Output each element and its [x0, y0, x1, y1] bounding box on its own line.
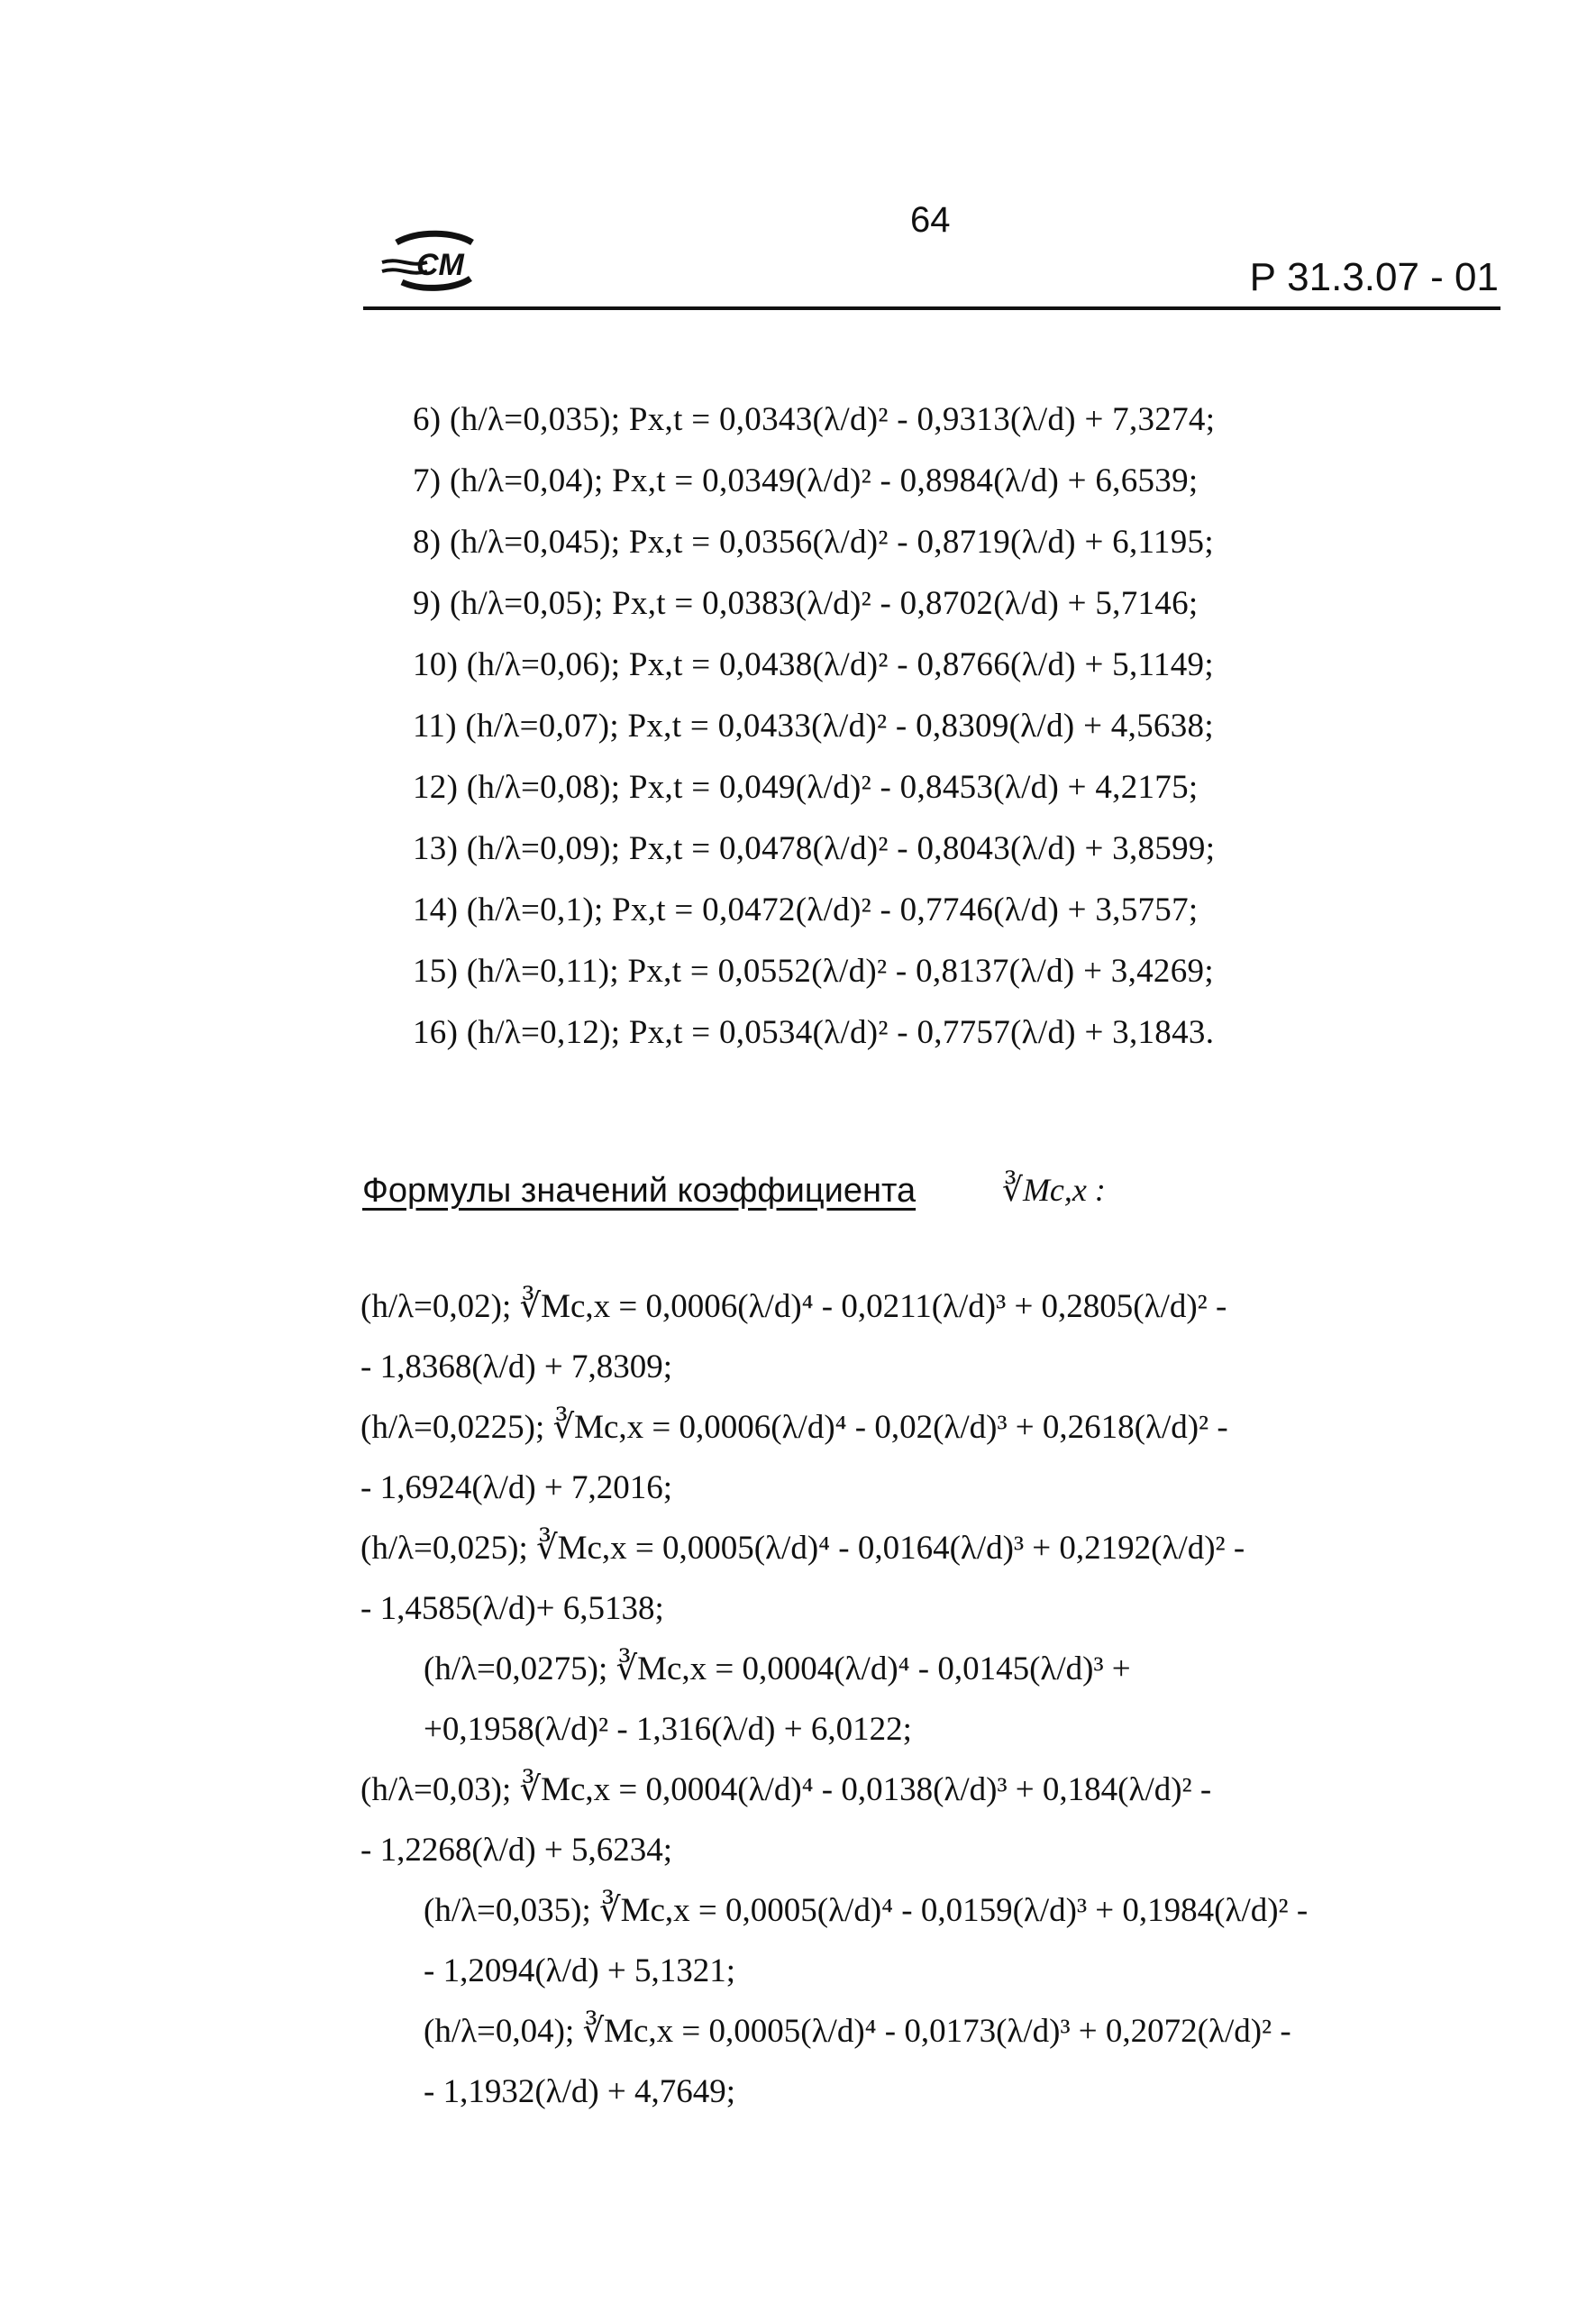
m-formula-line: - 1,6924(λ/d) + 7,2016;: [360, 1469, 673, 1506]
m-formula-line: (h/λ=0,03); ∛Mc,x = 0,0004(λ/d)⁴ - 0,0138(λ/d)³ + 0,184(λ/d)² -: [360, 1771, 1212, 1808]
m-formula-line: - 1,2094(λ/d) + 5,1321;: [424, 1952, 736, 1989]
logo: [378, 230, 505, 297]
m-formula-line: - 1,2268(λ/d) + 5,6234;: [360, 1832, 673, 1869]
m-formula-line: (h/λ=0,0275); ∛Mc,x = 0,0004(λ/d)⁴ - 0,0145(λ/d)³ +: [424, 1650, 1131, 1687]
page-number: 64: [910, 200, 951, 240]
section-heading: Формулы значений коэффициента: [362, 1172, 917, 1210]
logo-text: СМ: [416, 248, 464, 282]
m-formula-line: (h/λ=0,04); ∛Mc,x = 0,0005(λ/d)⁴ - 0,0173(λ/d)³ + 0,2072(λ/d)² -: [424, 2013, 1291, 2050]
p-formula-list: [413, 389, 1215, 1064]
m-formula-line: +0,1958(λ/d)² - 1,316(λ/d) + 6,0122;: [424, 1711, 912, 1748]
p-formula-line: 10) (h/λ=0,06); Pх,t = 0,0438(λ/d)² - 0,8766(λ/d) + 5,1149;: [413, 646, 1214, 683]
p-formula-line: 11) (h/λ=0,07); Pх,t = 0,0433(λ/d)² - 0,8309(λ/d) + 4,5638;: [413, 708, 1214, 745]
p-formula-line: 12) (h/λ=0,08); Pх,t = 0,049(λ/d)² - 0,8453(λ/d) + 4,2175;: [413, 769, 1199, 806]
section-heading-symbol: ∛Mc,x :: [1002, 1172, 1106, 1208]
p-formula-line: 16) (h/λ=0,12); Pх,t = 0,0534(λ/d)² - 0,7757(λ/d) + 3,1843.: [413, 1014, 1215, 1051]
m-formula-line: (h/λ=0,02); ∛Mc,x = 0,0006(λ/d)⁴ - 0,0211(λ/d)³ + 0,2805(λ/d)² -: [360, 1288, 1227, 1325]
m-formula-line: (h/λ=0,025); ∛Mc,x = 0,0005(λ/d)⁴ - 0,0164(λ/d)³ + 0,2192(λ/d)² -: [360, 1530, 1245, 1567]
p-formula-line: 8) (h/λ=0,045); Pх,t = 0,0356(λ/d)² - 0,8719(λ/d) + 6,1195;: [413, 524, 1214, 561]
document-code: Р 31.3.07 - 01: [1249, 255, 1499, 299]
m-formula-line: - 1,4585(λ/d)+ 6,5138;: [360, 1590, 664, 1627]
m-formula-line: - 1,1932(λ/d) + 4,7649;: [424, 2073, 736, 2110]
p-formula-line: 13) (h/λ=0,09); Pх,t = 0,0478(λ/d)² - 0,8043(λ/d) + 3,8599;: [413, 830, 1216, 867]
p-formula-line: 15) (h/λ=0,11); Pх,t = 0,0552(λ/d)² - 0,8137(λ/d) + 3,4269;: [413, 953, 1214, 990]
p-formula-line: 7) (h/λ=0,04); Pх,t = 0,0349(λ/d)² - 0,8984(λ/d) + 6,6539;: [413, 462, 1199, 499]
p-formula-line: 14) (h/λ=0,1); Pх,t = 0,0472(λ/d)² - 0,7746(λ/d) + 3,5757;: [413, 891, 1199, 928]
m-formula-line: - 1,8368(λ/d) + 7,8309;: [360, 1349, 673, 1385]
header-rule: [363, 306, 1500, 310]
m-formula-line: (h/λ=0,035); ∛Mc,x = 0,0005(λ/d)⁴ - 0,0159(λ/d)³ + 0,1984(λ/d)² -: [424, 1892, 1309, 1929]
m-formula-line: (h/λ=0,0225); ∛Mc,x = 0,0006(λ/d)⁴ - 0,02(λ/d)³ + 0,2618(λ/d)² -: [360, 1409, 1228, 1446]
p-formula-line: 6) (h/λ=0,035); Pх,t = 0,0343(λ/d)² - 0,9313(λ/d) + 7,3274;: [413, 401, 1216, 438]
p-formula-line: 9) (h/λ=0,05); Pх,t = 0,0383(λ/d)² - 0,8702(λ/d) + 5,7146;: [413, 585, 1199, 622]
